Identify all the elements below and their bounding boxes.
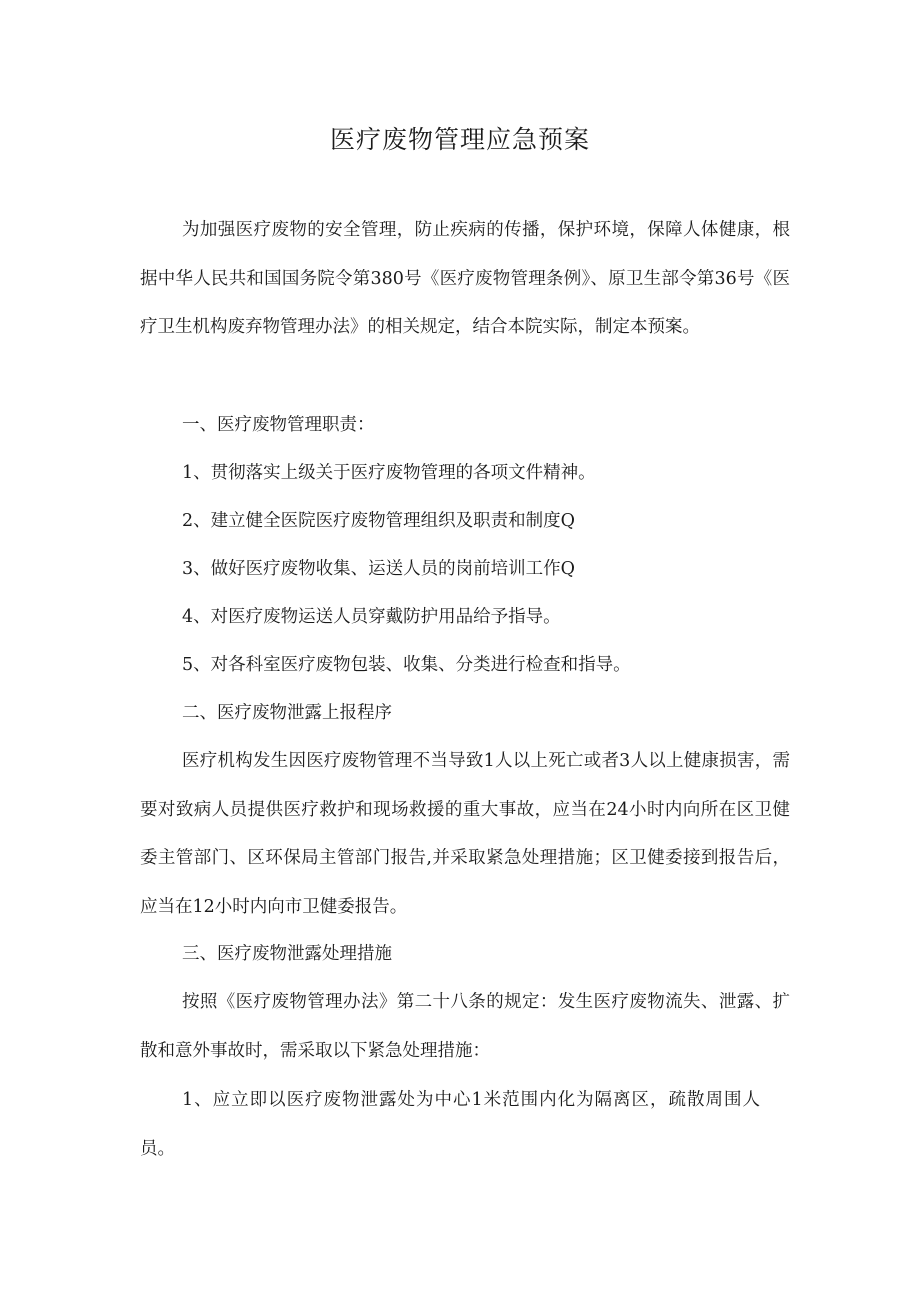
section2-paragraph: 医疗机构发生因医疗废物管理不当导致1人以上死亡或者3人以上健康损害，需要对致病人员提供医疗救护和现场救援的重大事故，应当在24小时内向所在区卫健委主管部门、区环保局主管部门报告,并采取紧急处理措施；区卫健委接到报告后，应当在12小时内向市卫健委报告。: [140, 751, 790, 917]
section1-item-5: 5、对各科室医疗废物包装、收集、分类进行检查和指导。: [182, 655, 631, 675]
section1-item-2: 2、建立健全医院医疗废物管理组织及职责和制度Q: [182, 511, 575, 531]
section3-heading: 三、医疗废物泄露处理措施: [182, 944, 392, 964]
section1-item-1: 1、贯彻落实上级关于医疗废物管理的各项文件精神。: [182, 463, 596, 483]
section2-heading: 二、医疗废物泄露上报程序: [182, 703, 392, 723]
section1-item-4: 4、对医疗废物运送人员穿戴防护用品给予指导。: [182, 607, 561, 627]
section1-item-3: 3、做好医疗废物收集、运送人员的岗前培训工作Q: [182, 559, 575, 579]
intro-paragraph: 为加强医疗废物的安全管理，防止疾病的传播，保护环境，保障人体健康，根据中华人民共和国国务院令第380号《医疗废物管理条例》、原卫生部令第36号《医疗卫生机构废弃物管理办法》的相关规定，结合本院实际，制定本预案。: [140, 220, 790, 337]
section3-paragraph: 按照《医疗废物管理办法》第二十八条的规定：发生医疗废物流失、泄露、扩散和意外事故时，需采取以下紧急处理措施：: [140, 992, 790, 1061]
section3-item-1: 1、应立即以医疗废物泄露处为中心1米范围内化为隔离区，疏散周围人员。: [140, 1090, 760, 1159]
document-title: 医疗废物管理应急预案: [329, 125, 590, 154]
section1-heading: 一、医疗废物管理职责：: [182, 415, 375, 435]
